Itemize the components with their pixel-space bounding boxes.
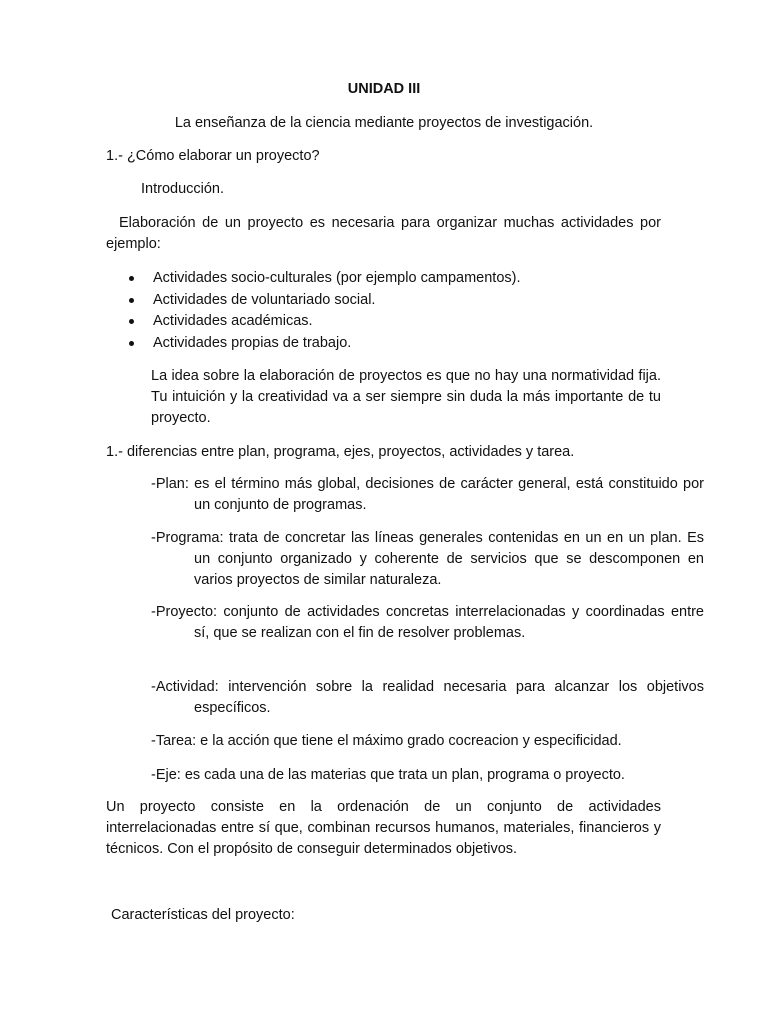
bullet-icon xyxy=(129,298,134,303)
bullet-icon xyxy=(129,319,134,324)
definition-eje: -Eje: es cada una de las materias que trata un plan, programa o proyecto. xyxy=(151,767,625,783)
document-subtitle: La enseñanza de la ciencia mediante proyectos de investigación. xyxy=(174,115,594,131)
idea-paragraph: La idea sobre la elaboración de proyectos es que no hay una normatividad fija. Tu intuición y la creatividad va a ser siempre sin duda la más importante de tu proyecto. xyxy=(151,368,661,426)
section-question-1: 1.- ¿Cómo elaborar un proyecto? xyxy=(106,148,320,164)
list-item: Actividades propias de trabajo. xyxy=(106,333,661,355)
project-paragraph: Un proyecto consiste en la ordenación de un conjunto de actividades interrelacionadas entre sí que, combinan recursos humanos, materiales, financieros y técnicos. Con el propósito de conseguir determinados objetivos. xyxy=(106,799,661,857)
characteristics-heading: Características del proyecto: xyxy=(111,907,295,923)
list-item: Actividades socio-culturales (por ejemplo campamentos). xyxy=(106,268,661,290)
activities-list xyxy=(106,268,661,354)
bullet-icon xyxy=(129,341,134,346)
definition-plan: -Plan: es el término más global, decisiones de carácter general, está constituido por un conjunto de programas. xyxy=(151,476,704,513)
definition-actividad: -Actividad: intervención sobre la realidad necesaria para alcanzar los objetivos específicos. xyxy=(151,679,704,716)
document-title: UNIDAD III xyxy=(347,81,421,97)
definition-programa: -Programa: trata de concretar las líneas generales contenidas en un en un plan. Es un conjunto organizado y coherente de servicios que se descomponen en varios proyectos de similar naturaleza. xyxy=(151,530,704,588)
list-item: Actividades académicas. xyxy=(106,311,661,333)
section-question-2: 1.- diferencias entre plan, programa, ejes, proyectos, actividades y tarea. xyxy=(106,444,575,460)
intro-paragraph: Elaboración de un proyecto es necesaria para organizar muchas actividades por ejemplo: xyxy=(106,215,661,252)
intro-heading: Introducción. xyxy=(141,181,225,197)
bullet-icon xyxy=(129,276,134,281)
list-item: Actividades de voluntariado social. xyxy=(106,290,661,312)
definition-tarea: -Tarea: e la acción que tiene el máximo grado cocreacion y especificidad. xyxy=(151,733,622,749)
definition-proyecto: -Proyecto: conjunto de actividades concretas interrelacionadas y coordinadas entre sí, que se realizan con el fin de resolver problemas. xyxy=(151,604,704,641)
